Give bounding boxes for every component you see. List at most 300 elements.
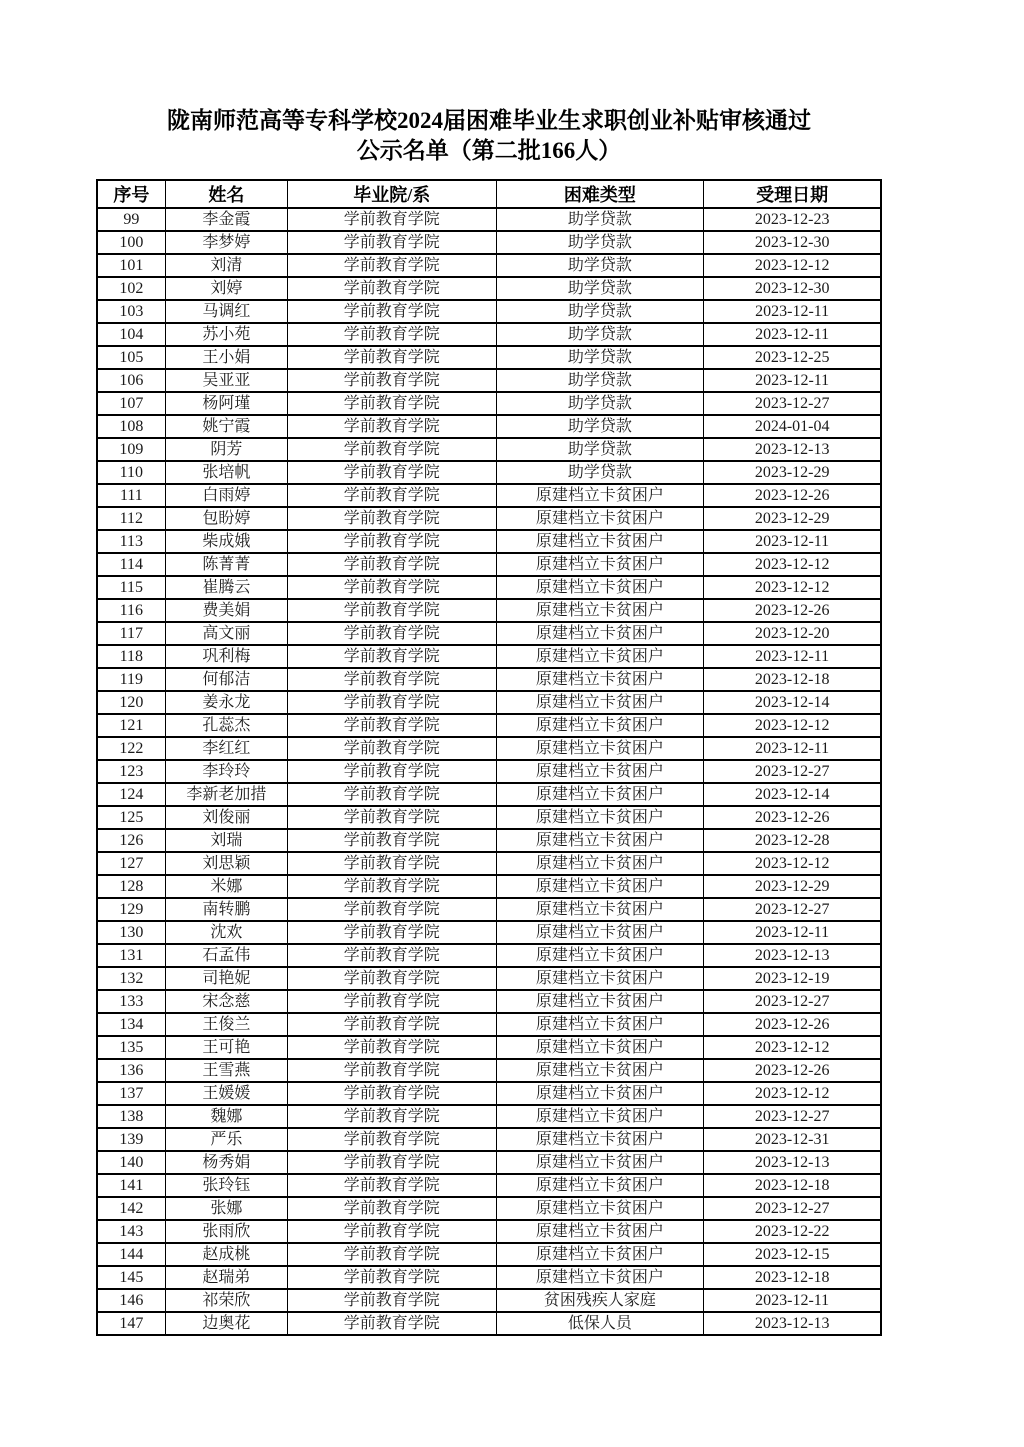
table-row bbox=[97, 622, 881, 645]
table-row bbox=[97, 852, 881, 875]
cell-college: 学前教育学院 bbox=[288, 576, 497, 599]
cell-college: 学前教育学院 bbox=[288, 714, 497, 737]
cell-college: 学前教育学院 bbox=[288, 967, 497, 990]
cell-date: 2023-12-18 bbox=[704, 1174, 881, 1197]
cell-type: 原建档立卡贫困户 bbox=[496, 1174, 704, 1197]
cell-no: 141 bbox=[97, 1174, 165, 1197]
cell-no: 106 bbox=[97, 369, 165, 392]
cell-name: 高文丽 bbox=[165, 622, 287, 645]
page-title-line-1: 陇南师范高等专科学校2024届困难毕业生求职创业补贴审核通过 bbox=[167, 108, 811, 133]
cell-type: 原建档立卡贫困户 bbox=[496, 1266, 704, 1289]
cell-college: 学前教育学院 bbox=[288, 622, 497, 645]
cell-date: 2023-12-11 bbox=[704, 530, 881, 553]
cell-type: 原建档立卡贫困户 bbox=[496, 530, 704, 553]
cell-no: 117 bbox=[97, 622, 165, 645]
cell-name: 陈菁菁 bbox=[165, 553, 287, 576]
cell-college: 学前教育学院 bbox=[288, 944, 497, 967]
table-row bbox=[97, 875, 881, 898]
cell-name: 司艳妮 bbox=[165, 967, 287, 990]
table-row bbox=[97, 783, 881, 806]
cell-college: 学前教育学院 bbox=[288, 990, 497, 1013]
cell-type: 原建档立卡贫困户 bbox=[496, 1128, 704, 1151]
cell-college: 学前教育学院 bbox=[288, 645, 497, 668]
cell-type: 助学贷款 bbox=[496, 277, 704, 300]
cell-type: 原建档立卡贫困户 bbox=[496, 737, 704, 760]
table-body bbox=[97, 208, 881, 1335]
cell-no: 100 bbox=[97, 231, 165, 254]
cell-name: 杨阿瑾 bbox=[165, 392, 287, 415]
cell-name: 刘婷 bbox=[165, 277, 287, 300]
table-row bbox=[97, 1266, 881, 1289]
cell-type: 原建档立卡贫困户 bbox=[496, 829, 704, 852]
table-row bbox=[97, 898, 881, 921]
cell-name: 魏娜 bbox=[165, 1105, 287, 1128]
cell-type: 原建档立卡贫困户 bbox=[496, 875, 704, 898]
table-row bbox=[97, 921, 881, 944]
cell-type: 原建档立卡贫困户 bbox=[496, 921, 704, 944]
cell-date: 2023-12-11 bbox=[704, 1289, 881, 1312]
cell-college: 学前教育学院 bbox=[288, 737, 497, 760]
cell-name: 刘俊丽 bbox=[165, 806, 287, 829]
cell-type: 原建档立卡贫困户 bbox=[496, 668, 704, 691]
cell-no: 111 bbox=[97, 484, 165, 507]
cell-name: 李玲玲 bbox=[165, 760, 287, 783]
table-row bbox=[97, 346, 881, 369]
cell-name: 费美娟 bbox=[165, 599, 287, 622]
cell-no: 103 bbox=[97, 300, 165, 323]
table-row bbox=[97, 668, 881, 691]
table-row bbox=[97, 553, 881, 576]
cell-type: 原建档立卡贫困户 bbox=[496, 1151, 704, 1174]
cell-date: 2023-12-11 bbox=[704, 369, 881, 392]
cell-name: 王俊兰 bbox=[165, 1013, 287, 1036]
cell-college: 学前教育学院 bbox=[288, 1013, 497, 1036]
table-row bbox=[97, 944, 881, 967]
cell-date: 2023-12-26 bbox=[704, 599, 881, 622]
cell-name: 张培帆 bbox=[165, 461, 287, 484]
cell-type: 助学贷款 bbox=[496, 323, 704, 346]
cell-college: 学前教育学院 bbox=[288, 1151, 497, 1174]
cell-type: 原建档立卡贫困户 bbox=[496, 967, 704, 990]
table-row bbox=[97, 1013, 881, 1036]
cell-name: 阴芳 bbox=[165, 438, 287, 461]
table-row bbox=[97, 392, 881, 415]
cell-college: 学前教育学院 bbox=[288, 760, 497, 783]
cell-date: 2023-12-27 bbox=[704, 1197, 881, 1220]
cell-name: 赵成桃 bbox=[165, 1243, 287, 1266]
cell-college: 学前教育学院 bbox=[288, 829, 497, 852]
cell-name: 姚宁霞 bbox=[165, 415, 287, 438]
cell-no: 135 bbox=[97, 1036, 165, 1059]
cell-name: 包盼婷 bbox=[165, 507, 287, 530]
cell-type: 助学贷款 bbox=[496, 438, 704, 461]
cell-type: 原建档立卡贫困户 bbox=[496, 1220, 704, 1243]
cell-no: 145 bbox=[97, 1266, 165, 1289]
cell-type: 贫困残疾人家庭 bbox=[496, 1289, 704, 1312]
table-row bbox=[97, 1151, 881, 1174]
cell-no: 125 bbox=[97, 806, 165, 829]
cell-college: 学前教育学院 bbox=[288, 231, 497, 254]
cell-college: 学前教育学院 bbox=[288, 1105, 497, 1128]
cell-college: 学前教育学院 bbox=[288, 691, 497, 714]
cell-no: 101 bbox=[97, 254, 165, 277]
cell-date: 2023-12-12 bbox=[704, 1036, 881, 1059]
cell-name: 宋念慈 bbox=[165, 990, 287, 1013]
cell-date: 2023-12-18 bbox=[704, 668, 881, 691]
cell-college: 学前教育学院 bbox=[288, 346, 497, 369]
cell-college: 学前教育学院 bbox=[288, 1266, 497, 1289]
cell-date: 2023-12-25 bbox=[704, 346, 881, 369]
cell-type: 原建档立卡贫困户 bbox=[496, 1013, 704, 1036]
cell-no: 130 bbox=[97, 921, 165, 944]
column-header-date: 受理日期 bbox=[704, 180, 881, 208]
cell-type: 助学贷款 bbox=[496, 392, 704, 415]
table-row bbox=[97, 277, 881, 300]
cell-no: 124 bbox=[97, 783, 165, 806]
cell-no: 99 bbox=[97, 208, 165, 231]
table-row bbox=[97, 1082, 881, 1105]
table-row bbox=[97, 599, 881, 622]
cell-type: 助学贷款 bbox=[496, 461, 704, 484]
cell-name: 严乐 bbox=[165, 1128, 287, 1151]
cell-no: 107 bbox=[97, 392, 165, 415]
cell-type: 原建档立卡贫困户 bbox=[496, 760, 704, 783]
table-row bbox=[97, 507, 881, 530]
table-row bbox=[97, 231, 881, 254]
cell-date: 2023-12-29 bbox=[704, 507, 881, 530]
cell-no: 129 bbox=[97, 898, 165, 921]
cell-college: 学前教育学院 bbox=[288, 1220, 497, 1243]
cell-no: 139 bbox=[97, 1128, 165, 1151]
table-row bbox=[97, 990, 881, 1013]
cell-name: 姜永龙 bbox=[165, 691, 287, 714]
cell-college: 学前教育学院 bbox=[288, 438, 497, 461]
table-row bbox=[97, 254, 881, 277]
cell-no: 109 bbox=[97, 438, 165, 461]
cell-name: 何郁洁 bbox=[165, 668, 287, 691]
cell-no: 108 bbox=[97, 415, 165, 438]
cell-no: 137 bbox=[97, 1082, 165, 1105]
cell-college: 学前教育学院 bbox=[288, 875, 497, 898]
cell-date: 2023-12-13 bbox=[704, 944, 881, 967]
column-header-name: 姓名 bbox=[165, 180, 287, 208]
cell-date: 2023-12-27 bbox=[704, 392, 881, 415]
cell-no: 136 bbox=[97, 1059, 165, 1082]
table-row bbox=[97, 1289, 881, 1312]
cell-date: 2023-12-13 bbox=[704, 1151, 881, 1174]
cell-date: 2023-12-13 bbox=[704, 438, 881, 461]
cell-type: 原建档立卡贫困户 bbox=[496, 576, 704, 599]
cell-college: 学前教育学院 bbox=[288, 530, 497, 553]
cell-college: 学前教育学院 bbox=[288, 806, 497, 829]
cell-type: 原建档立卡贫困户 bbox=[496, 714, 704, 737]
cell-date: 2023-12-15 bbox=[704, 1243, 881, 1266]
cell-date: 2023-12-31 bbox=[704, 1128, 881, 1151]
cell-date: 2023-12-28 bbox=[704, 829, 881, 852]
cell-name: 张雨欣 bbox=[165, 1220, 287, 1243]
cell-college: 学前教育学院 bbox=[288, 300, 497, 323]
cell-date: 2023-12-11 bbox=[704, 323, 881, 346]
cell-date: 2023-12-14 bbox=[704, 783, 881, 806]
cell-name: 白雨婷 bbox=[165, 484, 287, 507]
cell-name: 苏小苑 bbox=[165, 323, 287, 346]
cell-college: 学前教育学院 bbox=[288, 921, 497, 944]
cell-name: 柴成娥 bbox=[165, 530, 287, 553]
cell-date: 2023-12-11 bbox=[704, 645, 881, 668]
cell-college: 学前教育学院 bbox=[288, 254, 497, 277]
cell-name: 吴亚亚 bbox=[165, 369, 287, 392]
roster-table bbox=[96, 179, 882, 1336]
cell-type: 原建档立卡贫困户 bbox=[496, 1082, 704, 1105]
table-row bbox=[97, 806, 881, 829]
cell-no: 121 bbox=[97, 714, 165, 737]
cell-date: 2023-12-11 bbox=[704, 921, 881, 944]
table-row bbox=[97, 484, 881, 507]
cell-name: 刘瑞 bbox=[165, 829, 287, 852]
cell-name: 马调红 bbox=[165, 300, 287, 323]
cell-date: 2023-12-11 bbox=[704, 737, 881, 760]
cell-type: 原建档立卡贫困户 bbox=[496, 622, 704, 645]
cell-date: 2023-12-26 bbox=[704, 1059, 881, 1082]
cell-no: 114 bbox=[97, 553, 165, 576]
table-row bbox=[97, 760, 881, 783]
cell-date: 2023-12-26 bbox=[704, 1013, 881, 1036]
cell-type: 低保人员 bbox=[496, 1312, 704, 1335]
table-row bbox=[97, 1312, 881, 1335]
cell-type: 原建档立卡贫困户 bbox=[496, 898, 704, 921]
page-title bbox=[96, 0, 882, 166]
cell-date: 2023-12-11 bbox=[704, 300, 881, 323]
page-title-line-2: 公示名单（第二批166人） bbox=[356, 138, 622, 163]
cell-type: 原建档立卡贫困户 bbox=[496, 990, 704, 1013]
table-row bbox=[97, 1220, 881, 1243]
cell-date: 2023-12-27 bbox=[704, 760, 881, 783]
cell-type: 原建档立卡贫困户 bbox=[496, 1243, 704, 1266]
cell-college: 学前教育学院 bbox=[288, 1197, 497, 1220]
table-row bbox=[97, 1128, 881, 1151]
cell-college: 学前教育学院 bbox=[288, 392, 497, 415]
cell-no: 134 bbox=[97, 1013, 165, 1036]
cell-date: 2023-12-12 bbox=[704, 576, 881, 599]
cell-name: 王可艳 bbox=[165, 1036, 287, 1059]
cell-type: 原建档立卡贫困户 bbox=[496, 806, 704, 829]
cell-no: 140 bbox=[97, 1151, 165, 1174]
cell-type: 原建档立卡贫困户 bbox=[496, 1105, 704, 1128]
cell-date: 2023-12-22 bbox=[704, 1220, 881, 1243]
cell-college: 学前教育学院 bbox=[288, 668, 497, 691]
cell-no: 112 bbox=[97, 507, 165, 530]
cell-type: 原建档立卡贫困户 bbox=[496, 599, 704, 622]
cell-no: 143 bbox=[97, 1220, 165, 1243]
cell-name: 南转鹏 bbox=[165, 898, 287, 921]
cell-type: 原建档立卡贫困户 bbox=[496, 944, 704, 967]
cell-date: 2023-12-27 bbox=[704, 990, 881, 1013]
cell-date: 2023-12-12 bbox=[704, 553, 881, 576]
cell-no: 119 bbox=[97, 668, 165, 691]
table-row bbox=[97, 737, 881, 760]
cell-no: 122 bbox=[97, 737, 165, 760]
cell-date: 2023-12-27 bbox=[704, 898, 881, 921]
cell-name: 边奥花 bbox=[165, 1312, 287, 1335]
cell-name: 张玲钰 bbox=[165, 1174, 287, 1197]
document-page bbox=[96, 0, 882, 1336]
cell-type: 原建档立卡贫困户 bbox=[496, 484, 704, 507]
cell-date: 2023-12-12 bbox=[704, 1082, 881, 1105]
cell-no: 146 bbox=[97, 1289, 165, 1312]
cell-type: 原建档立卡贫困户 bbox=[496, 507, 704, 530]
cell-name: 杨秀娟 bbox=[165, 1151, 287, 1174]
table-row bbox=[97, 967, 881, 990]
cell-no: 127 bbox=[97, 852, 165, 875]
table-row bbox=[97, 714, 881, 737]
cell-college: 学前教育学院 bbox=[288, 1082, 497, 1105]
table-row bbox=[97, 415, 881, 438]
cell-college: 学前教育学院 bbox=[288, 415, 497, 438]
cell-college: 学前教育学院 bbox=[288, 1036, 497, 1059]
cell-date: 2023-12-30 bbox=[704, 231, 881, 254]
cell-date: 2023-12-26 bbox=[704, 484, 881, 507]
cell-type: 原建档立卡贫困户 bbox=[496, 691, 704, 714]
cell-name: 刘清 bbox=[165, 254, 287, 277]
table-row bbox=[97, 208, 881, 231]
cell-no: 147 bbox=[97, 1312, 165, 1335]
cell-name: 李金霞 bbox=[165, 208, 287, 231]
cell-name: 孔蕊杰 bbox=[165, 714, 287, 737]
column-header-college: 毕业院/系 bbox=[288, 180, 497, 208]
table-row bbox=[97, 829, 881, 852]
table-row bbox=[97, 369, 881, 392]
cell-college: 学前教育学院 bbox=[288, 1128, 497, 1151]
cell-type: 原建档立卡贫困户 bbox=[496, 1059, 704, 1082]
cell-no: 144 bbox=[97, 1243, 165, 1266]
cell-date: 2023-12-29 bbox=[704, 875, 881, 898]
cell-no: 132 bbox=[97, 967, 165, 990]
column-header-type: 困难类型 bbox=[496, 180, 704, 208]
cell-name: 李红红 bbox=[165, 737, 287, 760]
table-row bbox=[97, 645, 881, 668]
table-row bbox=[97, 1105, 881, 1128]
cell-no: 142 bbox=[97, 1197, 165, 1220]
cell-type: 原建档立卡贫困户 bbox=[496, 1036, 704, 1059]
cell-no: 131 bbox=[97, 944, 165, 967]
cell-no: 102 bbox=[97, 277, 165, 300]
cell-name: 王小娟 bbox=[165, 346, 287, 369]
cell-college: 学前教育学院 bbox=[288, 1059, 497, 1082]
cell-college: 学前教育学院 bbox=[288, 277, 497, 300]
cell-no: 126 bbox=[97, 829, 165, 852]
cell-college: 学前教育学院 bbox=[288, 1312, 497, 1335]
cell-no: 138 bbox=[97, 1105, 165, 1128]
cell-type: 助学贷款 bbox=[496, 254, 704, 277]
cell-type: 原建档立卡贫困户 bbox=[496, 553, 704, 576]
table-row bbox=[97, 1059, 881, 1082]
cell-date: 2023-12-23 bbox=[704, 208, 881, 231]
table-row bbox=[97, 1197, 881, 1220]
cell-name: 祁荣欣 bbox=[165, 1289, 287, 1312]
table-header-row bbox=[97, 180, 881, 208]
cell-college: 学前教育学院 bbox=[288, 783, 497, 806]
cell-date: 2023-12-30 bbox=[704, 277, 881, 300]
cell-type: 助学贷款 bbox=[496, 300, 704, 323]
cell-no: 104 bbox=[97, 323, 165, 346]
cell-no: 116 bbox=[97, 599, 165, 622]
cell-date: 2023-12-12 bbox=[704, 714, 881, 737]
cell-date: 2023-12-14 bbox=[704, 691, 881, 714]
cell-name: 米娜 bbox=[165, 875, 287, 898]
cell-type: 助学贷款 bbox=[496, 231, 704, 254]
cell-no: 120 bbox=[97, 691, 165, 714]
table-row bbox=[97, 300, 881, 323]
cell-date: 2023-12-12 bbox=[704, 254, 881, 277]
cell-no: 105 bbox=[97, 346, 165, 369]
cell-college: 学前教育学院 bbox=[288, 898, 497, 921]
cell-no: 110 bbox=[97, 461, 165, 484]
cell-no: 115 bbox=[97, 576, 165, 599]
cell-college: 学前教育学院 bbox=[288, 484, 497, 507]
cell-type: 原建档立卡贫困户 bbox=[496, 783, 704, 806]
cell-no: 133 bbox=[97, 990, 165, 1013]
cell-type: 原建档立卡贫困户 bbox=[496, 1197, 704, 1220]
cell-no: 123 bbox=[97, 760, 165, 783]
cell-no: 128 bbox=[97, 875, 165, 898]
cell-college: 学前教育学院 bbox=[288, 1174, 497, 1197]
cell-type: 原建档立卡贫困户 bbox=[496, 852, 704, 875]
table-row bbox=[97, 691, 881, 714]
table-header bbox=[97, 180, 881, 208]
cell-name: 李梦婷 bbox=[165, 231, 287, 254]
cell-date: 2023-12-13 bbox=[704, 1312, 881, 1335]
cell-name: 张娜 bbox=[165, 1197, 287, 1220]
table-row bbox=[97, 1036, 881, 1059]
cell-name: 王雪燕 bbox=[165, 1059, 287, 1082]
cell-college: 学前教育学院 bbox=[288, 369, 497, 392]
cell-college: 学前教育学院 bbox=[288, 507, 497, 530]
table-row bbox=[97, 461, 881, 484]
cell-college: 学前教育学院 bbox=[288, 599, 497, 622]
cell-name: 沈欢 bbox=[165, 921, 287, 944]
cell-name: 王媛媛 bbox=[165, 1082, 287, 1105]
cell-name: 崔腾云 bbox=[165, 576, 287, 599]
table-row bbox=[97, 576, 881, 599]
table-row bbox=[97, 1174, 881, 1197]
cell-date: 2023-12-26 bbox=[704, 806, 881, 829]
cell-name: 石孟伟 bbox=[165, 944, 287, 967]
cell-college: 学前教育学院 bbox=[288, 1243, 497, 1266]
cell-college: 学前教育学院 bbox=[288, 208, 497, 231]
cell-college: 学前教育学院 bbox=[288, 553, 497, 576]
cell-name: 刘思颖 bbox=[165, 852, 287, 875]
cell-date: 2023-12-12 bbox=[704, 852, 881, 875]
table-row bbox=[97, 438, 881, 461]
cell-date: 2023-12-19 bbox=[704, 967, 881, 990]
table-row bbox=[97, 323, 881, 346]
table-row bbox=[97, 1243, 881, 1266]
cell-date: 2023-12-27 bbox=[704, 1105, 881, 1128]
cell-college: 学前教育学院 bbox=[288, 461, 497, 484]
cell-name: 李新老加措 bbox=[165, 783, 287, 806]
cell-college: 学前教育学院 bbox=[288, 852, 497, 875]
table-row bbox=[97, 530, 881, 553]
cell-date: 2023-12-29 bbox=[704, 461, 881, 484]
cell-no: 113 bbox=[97, 530, 165, 553]
cell-type: 原建档立卡贫困户 bbox=[496, 645, 704, 668]
cell-date: 2023-12-20 bbox=[704, 622, 881, 645]
cell-type: 助学贷款 bbox=[496, 369, 704, 392]
cell-college: 学前教育学院 bbox=[288, 1289, 497, 1312]
cell-name: 赵瑞弟 bbox=[165, 1266, 287, 1289]
cell-date: 2024-01-04 bbox=[704, 415, 881, 438]
cell-no: 118 bbox=[97, 645, 165, 668]
